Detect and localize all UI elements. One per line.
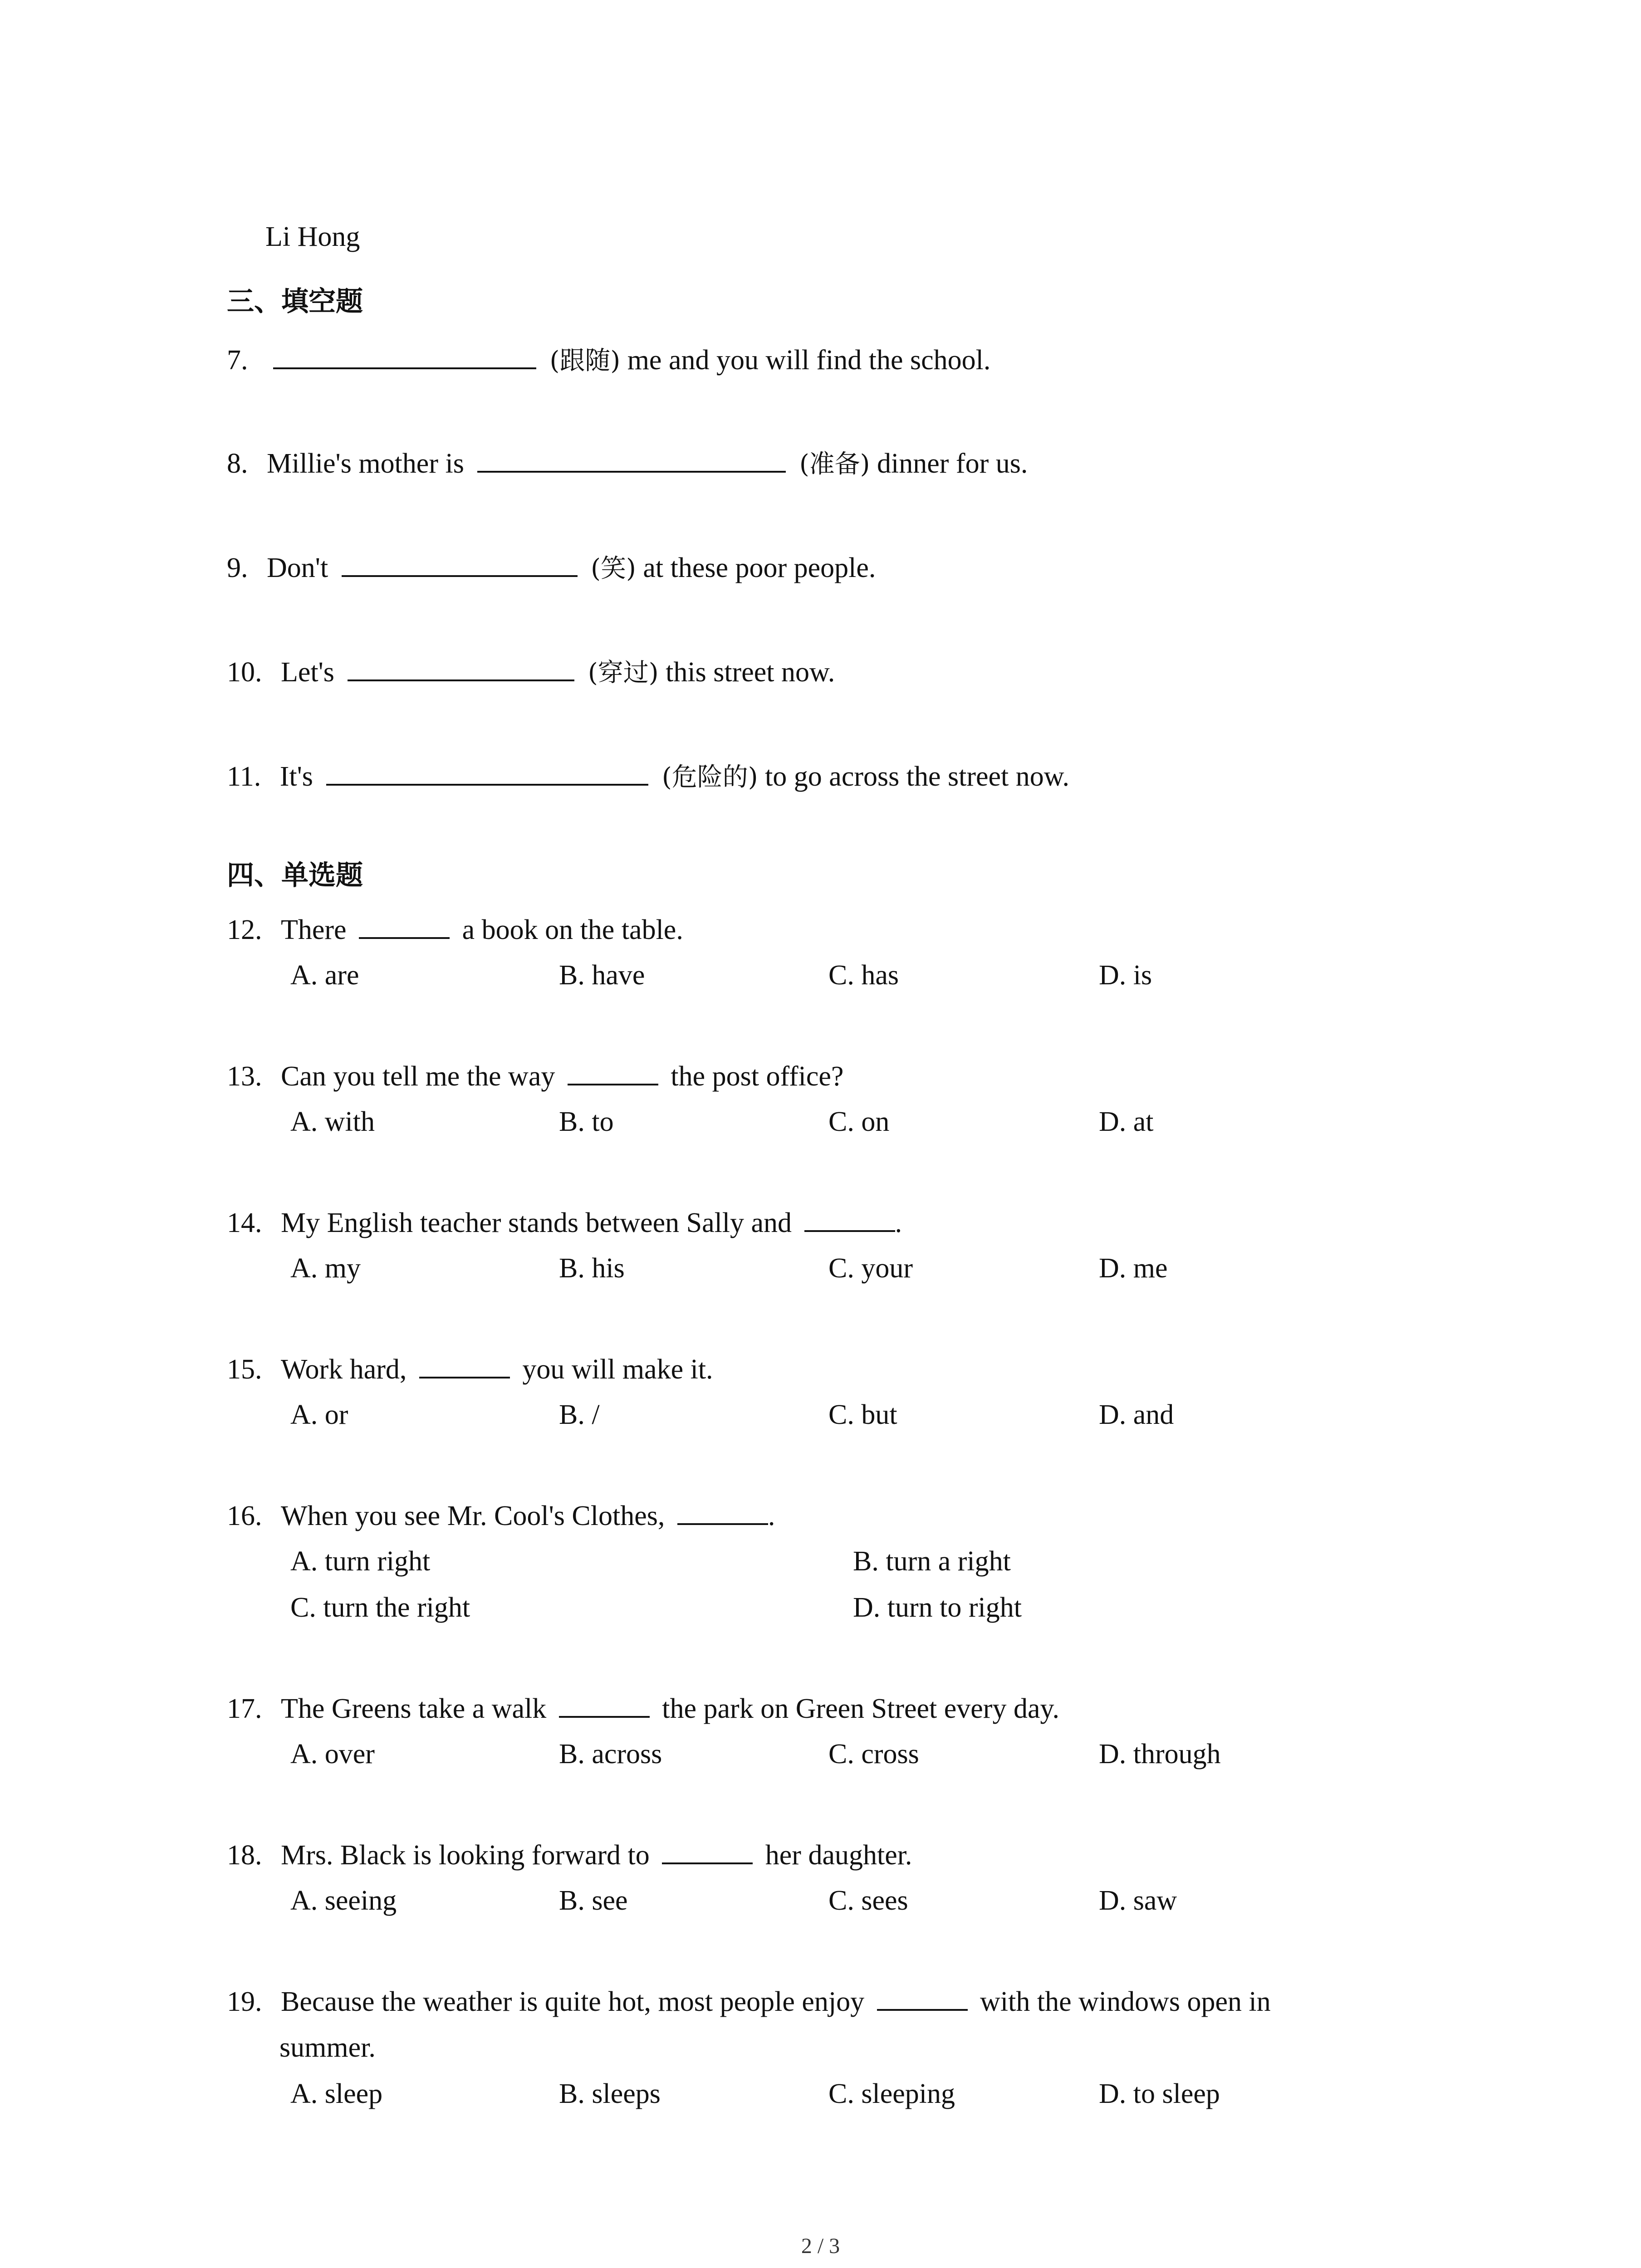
- question-number: 13.: [227, 1061, 262, 1092]
- option-d[interactable]: D. saw: [1099, 1885, 1177, 1916]
- option-c[interactable]: C. sees: [828, 1885, 908, 1916]
- option-c[interactable]: C. turn the right: [290, 1592, 470, 1623]
- question-text-pre: There: [281, 914, 347, 945]
- question-text-pre: When you see Mr. Cool's Clothes,: [281, 1501, 665, 1531]
- question-18: [227, 1837, 912, 1873]
- answer-blank: [662, 1838, 753, 1864]
- option-b[interactable]: B. sleeps: [559, 2078, 661, 2109]
- question-text-post: the park on Green Street every day.: [662, 1693, 1059, 1724]
- question-13: [227, 1058, 843, 1095]
- answer-blank: [419, 1352, 510, 1378]
- answer-blank: [568, 1059, 658, 1085]
- option-b[interactable]: B. see: [559, 1885, 628, 1916]
- question-number: 16.: [227, 1501, 262, 1531]
- question-text-post: .: [768, 1501, 775, 1531]
- option-a[interactable]: A. are: [290, 960, 359, 991]
- answer-blank: [877, 1984, 968, 2011]
- question-text-post: to go across the street now.: [765, 761, 1069, 792]
- question-10: [227, 653, 835, 691]
- option-a[interactable]: A. seeing: [290, 1885, 397, 1916]
- question-number: 10.: [227, 657, 262, 688]
- answer-blank: [359, 913, 450, 939]
- section4-heading: 四、单选题: [227, 860, 363, 891]
- option-c[interactable]: C. cross: [828, 1739, 919, 1769]
- option-c[interactable]: C. on: [828, 1106, 890, 1137]
- question-text-post: her daughter.: [765, 1840, 912, 1871]
- question-text-post: you will make it.: [522, 1354, 713, 1385]
- question-14: [227, 1205, 902, 1241]
- section3-heading: 三、填空题: [227, 286, 363, 318]
- question-number: 15.: [227, 1354, 262, 1385]
- question-number: 14.: [227, 1207, 262, 1238]
- question-15: [227, 1351, 713, 1388]
- option-b[interactable]: B. have: [559, 960, 645, 991]
- question-17: [227, 1691, 1059, 1727]
- option-b[interactable]: B. across: [559, 1739, 662, 1769]
- option-a[interactable]: A. over: [290, 1739, 375, 1769]
- option-b[interactable]: B. /: [559, 1399, 600, 1430]
- question-text-pre: Millie's mother is: [267, 448, 464, 479]
- question-text-pre: The Greens take a walk: [281, 1693, 547, 1724]
- question-9: [227, 549, 876, 587]
- option-b[interactable]: B. turn a right: [853, 1546, 1011, 1577]
- question-text-post: the post office?: [671, 1061, 844, 1092]
- answer-blank: [804, 1206, 895, 1232]
- answer-blank: [477, 445, 786, 473]
- question-text-post: me and you will find the school.: [627, 345, 991, 376]
- option-d[interactable]: D. turn to right: [853, 1592, 1022, 1623]
- continuation-text: Li Hong: [265, 221, 360, 252]
- question-text-pre: Let's: [281, 657, 334, 688]
- question-16: [227, 1498, 775, 1534]
- question-text-pre: Because the weather is quite hot, most people enjoy: [281, 1986, 865, 2017]
- question-text-pre: Can you tell me the way: [281, 1061, 555, 1092]
- option-c[interactable]: C. your: [828, 1253, 913, 1284]
- option-d[interactable]: D. to sleep: [1099, 2078, 1220, 2109]
- question-number: 17.: [227, 1693, 262, 1724]
- answer-blank: [326, 758, 648, 786]
- question-hint: (笑): [591, 554, 636, 583]
- question-hint: (准备): [799, 450, 870, 479]
- option-b[interactable]: B. to: [559, 1106, 614, 1137]
- option-d[interactable]: D. at: [1099, 1106, 1154, 1137]
- option-b[interactable]: B. his: [559, 1253, 625, 1284]
- question-text-post: .: [895, 1207, 902, 1238]
- option-a[interactable]: A. or: [290, 1399, 348, 1430]
- question-19-continuation: summer.: [279, 2032, 376, 2063]
- answer-blank: [559, 1691, 650, 1718]
- option-d[interactable]: D. is: [1099, 960, 1152, 991]
- question-number: 7.: [227, 345, 248, 376]
- option-d[interactable]: D. me: [1099, 1253, 1168, 1284]
- question-number: 19.: [227, 1986, 262, 2017]
- question-text-pre: Work hard,: [281, 1354, 407, 1385]
- question-8: [227, 445, 1028, 483]
- page-number: 2 / 3: [801, 2234, 840, 2258]
- question-hint: (跟随): [549, 346, 621, 376]
- answer-blank: [348, 653, 574, 681]
- option-a[interactable]: A. with: [290, 1106, 375, 1137]
- question-number: 8.: [227, 448, 248, 479]
- option-d[interactable]: D. and: [1099, 1399, 1174, 1430]
- answer-blank: [273, 341, 536, 369]
- question-19: [227, 1984, 1271, 2020]
- question-11: [227, 758, 1069, 796]
- option-c[interactable]: C. sleeping: [828, 2078, 955, 2109]
- question-text-post: dinner for us.: [877, 448, 1028, 479]
- question-12: [227, 912, 683, 948]
- option-d[interactable]: D. through: [1099, 1739, 1221, 1769]
- question-text-post: with the windows open in: [980, 1986, 1271, 2017]
- question-text-post: a book on the table.: [462, 914, 683, 945]
- question-number: 12.: [227, 914, 262, 945]
- question-text-post: at these poor people.: [643, 552, 876, 583]
- question-number: 18.: [227, 1840, 262, 1871]
- answer-blank: [677, 1499, 768, 1525]
- option-a[interactable]: A. turn right: [290, 1546, 431, 1577]
- option-a[interactable]: A. sleep: [290, 2078, 383, 2109]
- question-text-post: this street now.: [666, 657, 835, 688]
- question-text-pre: My English teacher stands between Sally and: [281, 1207, 792, 1238]
- answer-blank: [342, 549, 578, 577]
- question-text-pre: Mrs. Black is looking forward to: [281, 1840, 650, 1871]
- question-hint: (危险的): [661, 763, 758, 792]
- question-7: [227, 341, 990, 379]
- option-c[interactable]: C. has: [828, 960, 899, 991]
- question-number: 11.: [227, 761, 261, 792]
- option-a[interactable]: A. my: [290, 1253, 361, 1284]
- option-c[interactable]: C. but: [828, 1399, 897, 1430]
- question-text-pre: It's: [279, 761, 313, 792]
- question-text-pre: Don't: [267, 552, 328, 583]
- question-hint: (穿过): [588, 658, 659, 688]
- question-number: 9.: [227, 552, 248, 583]
